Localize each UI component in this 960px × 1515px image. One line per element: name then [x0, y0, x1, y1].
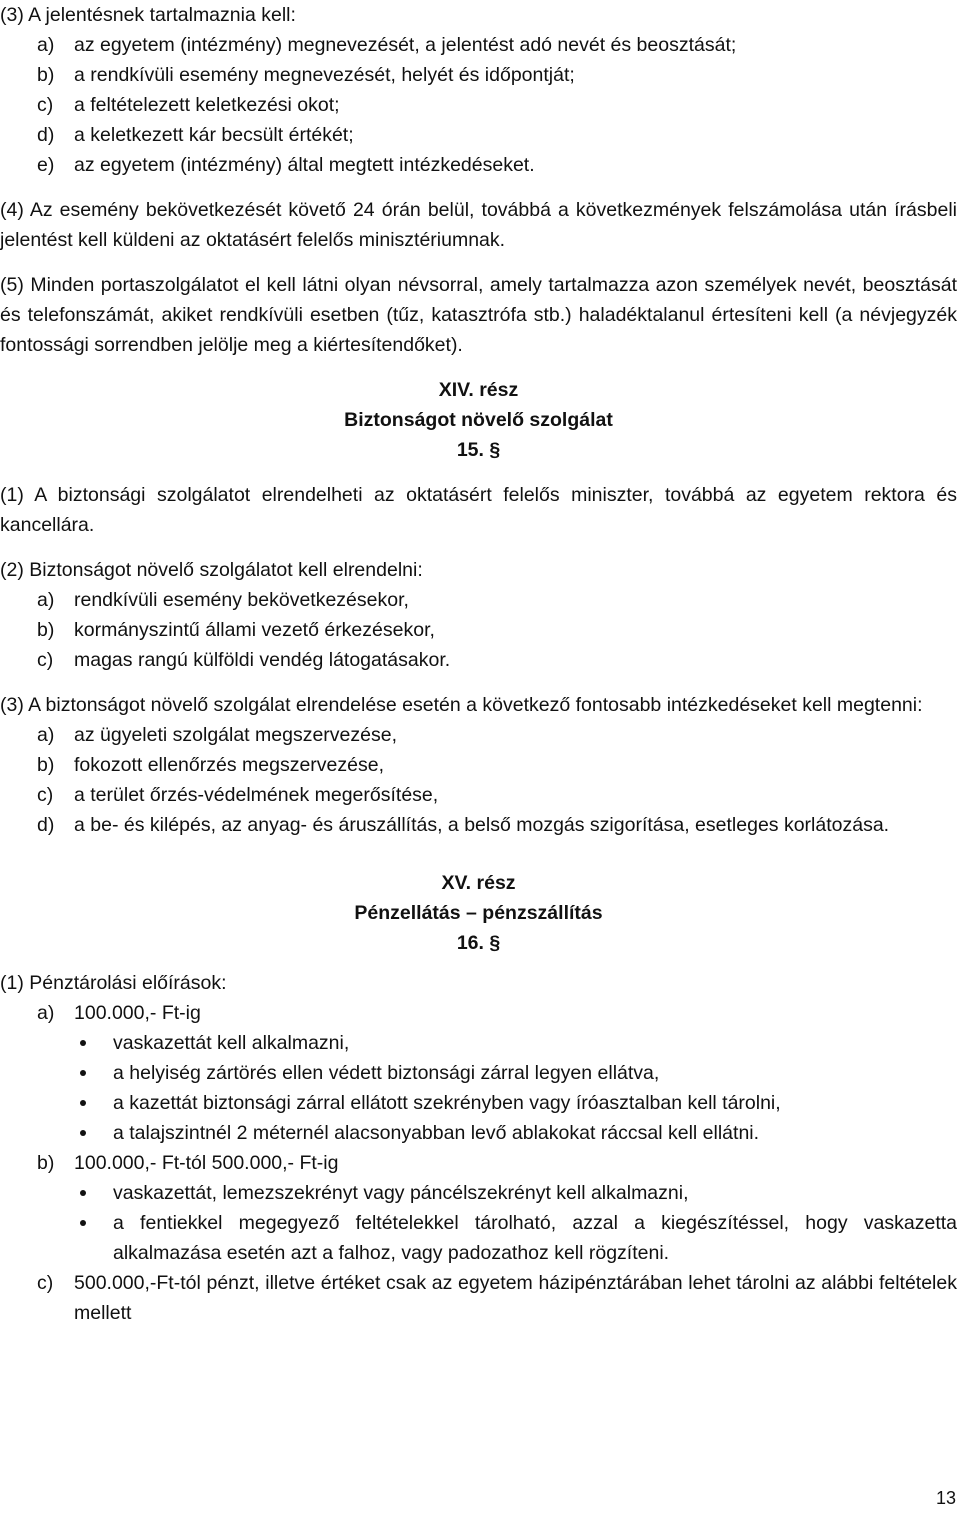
list-marker: c): [37, 649, 54, 671]
list-item: [0, 30, 957, 60]
list-marker: a): [37, 1002, 55, 1024]
list-text: az egyetem (intézmény) által megtett intézkedéseket.: [74, 154, 535, 176]
bullet-item: [76, 1088, 957, 1118]
part14-p2-intro: (2) Biztonságot növelő szolgálatot kell elrendelni:: [0, 559, 423, 581]
bullet-text: a helyiség zártörés ellen védett biztonsági zárral legyen ellátva,: [113, 1062, 660, 1084]
bullet-icon: [76, 1178, 113, 1208]
list-marker: e): [37, 154, 55, 176]
list-marker: b): [37, 64, 55, 86]
list-marker: d): [37, 814, 55, 836]
part15-section: 16. §: [456, 932, 501, 954]
list-text: a terület őrzés-védelmének megerősítése,: [74, 784, 439, 806]
list-text: az egyetem (intézmény) megnevezését, a jelentést adó nevét és beosztását;: [74, 34, 737, 56]
list-marker: c): [37, 784, 54, 806]
bullet-text: a kazettát biztonsági zárral ellátott szekrényben vagy íróasztalban kell tárolni,: [113, 1092, 781, 1114]
bullet-icon: [76, 1208, 113, 1268]
part14-p2-list: [0, 585, 957, 675]
list-item: [0, 780, 957, 810]
list-marker: d): [37, 124, 55, 146]
part14-title: Biztonságot növelő szolgálat: [344, 409, 613, 431]
list-text: 500.000,-Ft-tól pénzt, illetve értéket csak az egyetem házipénztárában lehet tárolni az alábbi feltételek mellett: [74, 1272, 957, 1324]
part15-heading: [0, 868, 957, 958]
bullet-icon: [76, 1088, 113, 1118]
list-text: rendkívüli esemény bekövetkezésekor,: [74, 589, 409, 611]
list-marker: c): [37, 94, 54, 116]
list-text: a feltételezett keletkezési okot;: [74, 94, 340, 116]
bullet-text: vaskazettát, lemezszekrényt vagy páncélszekrényt kell alkalmazni,: [113, 1182, 689, 1204]
list-item: [0, 1148, 957, 1178]
list-item: [0, 60, 957, 90]
list-item: [0, 645, 957, 675]
list-text: magas rangú külföldi vendég látogatásakor.: [74, 649, 451, 671]
bullet-item: [76, 1118, 957, 1148]
s4-paragraph: (4) Az esemény bekövetkezését követő 24 órán belül, továbbá a következmények felszámolása után írásbeli jelentést kell küldeni az oktatásért felelős minisztériumnak.: [0, 199, 957, 251]
bullet-item: [76, 1028, 957, 1058]
list-item: [0, 585, 957, 615]
list-item: [0, 998, 957, 1028]
list-item: [0, 615, 957, 645]
list-text: a keletkezett kár becsült értékét;: [74, 124, 354, 146]
bullet-text: a talajszintnél 2 méternél alacsonyabban levő ablakokat ráccsal kell ellátni.: [113, 1122, 760, 1144]
list-text: a rendkívüli esemény megnevezését, helyét és időpontját;: [74, 64, 575, 86]
bullet-text: vaskazettát kell alkalmazni,: [113, 1032, 350, 1054]
list-marker: c): [37, 1272, 54, 1294]
part14-section: 15. §: [456, 439, 501, 461]
list-marker: b): [37, 1152, 55, 1174]
bullet-icon: [76, 1028, 113, 1058]
part15-number: XV. rész: [441, 872, 516, 894]
bullet-icon: [76, 1058, 113, 1088]
list-text: az ügyeleti szolgálat megszervezése,: [74, 724, 397, 746]
list-item: [0, 810, 957, 840]
part14-heading: [0, 375, 957, 465]
list-marker: a): [37, 724, 55, 746]
part15-b-bullets: [0, 1178, 957, 1268]
part14-number: XIV. rész: [438, 379, 519, 401]
bullet-item: [76, 1178, 957, 1208]
s3-list: [0, 30, 957, 180]
list-text: fokozott ellenőrzés megszervezése,: [74, 754, 384, 776]
list-text: a be- és kilépés, az anyag- és áruszállítás, a belső mozgás szigorítása, esetleges korlátozása.: [74, 814, 890, 836]
part15-title: Pénzellátás – pénzszállítás: [354, 902, 603, 924]
page-number: 13: [935, 1488, 956, 1508]
list-text: 100.000,- Ft-tól 500.000,- Ft-ig: [74, 1152, 339, 1174]
list-marker: b): [37, 619, 55, 641]
part15-p1-intro: (1) Pénztárolási előírások:: [0, 972, 227, 994]
bullet-item: [76, 1058, 957, 1088]
list-item: [0, 720, 957, 750]
s5-paragraph: (5) Minden portaszolgálatot el kell látni olyan névsorral, amely tartalmazza azon személyek nevét, beosztását és telefonszámát, akiket rendkívüli esetben (tűz, katasztrófa stb.) haladéktalanul értesíteni kell (a névjegyzék fontossági sorrendben jelölje meg a kiértesítendőket).: [0, 274, 957, 356]
bullet-icon: [76, 1118, 113, 1148]
s3-intro: (3) A jelentésnek tartalmaznia kell:: [0, 4, 296, 26]
part14-p3-list: [0, 720, 957, 840]
list-marker: a): [37, 589, 55, 611]
list-item: [0, 1268, 957, 1328]
list-marker: a): [37, 34, 55, 56]
bullet-text: a fentiekkel megegyező feltételekkel tárolható, azzal a kiegészítéssel, hogy vaskazetta alkalmazása esetén azt a falhoz, vagy padozathoz kell rögzíteni.: [113, 1212, 957, 1264]
list-item: [0, 90, 957, 120]
part15-a-bullets: [0, 1028, 957, 1148]
list-text: kormányszintű állami vezető érkezésekor,: [74, 619, 435, 641]
part14-p1: (1) A biztonsági szolgálatot elrendelheti az oktatásért felelős miniszter, továbbá az egyetem rektora és kancellára.: [0, 484, 957, 536]
list-item: [0, 750, 957, 780]
bullet-item: [76, 1208, 957, 1268]
list-marker: b): [37, 754, 55, 776]
list-item: [0, 150, 957, 180]
list-text: 100.000,- Ft-ig: [74, 1002, 201, 1024]
list-item: [0, 120, 957, 150]
part14-p3-intro: (3) A biztonságot növelő szolgálat elrendelése esetén a következő fontosabb intézkedéseket kell megtenni:: [0, 694, 923, 716]
